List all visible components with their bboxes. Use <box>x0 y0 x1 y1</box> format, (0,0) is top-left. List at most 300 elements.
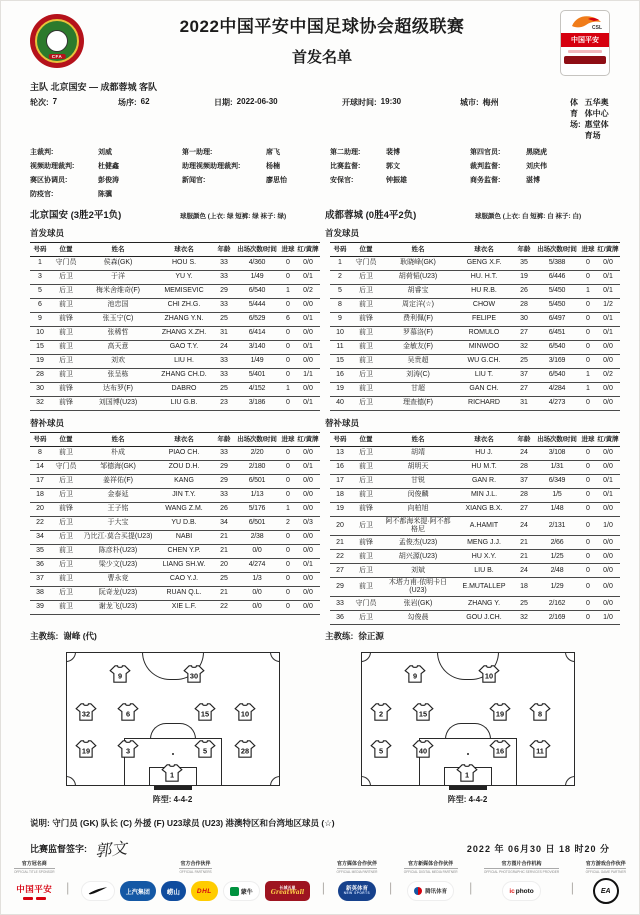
subs-section-labels <box>0 411 640 431</box>
column-header: 年龄 <box>517 245 531 253</box>
table-cell: HU R.B. <box>471 287 497 295</box>
official-role-label: 第一助理: <box>182 149 213 156</box>
table-cell: 后卫 <box>359 566 373 574</box>
table-cell: 0/0 <box>603 463 613 471</box>
table-cell: 17 <box>336 477 344 485</box>
table-cell: 0/0 <box>303 533 313 541</box>
table-cell: 18 <box>336 491 344 499</box>
table-row <box>330 285 620 299</box>
icphoto-logo <box>502 881 540 901</box>
table-row <box>30 299 320 313</box>
table-cell: 38 <box>36 589 44 597</box>
table-cell: 21 <box>520 552 528 560</box>
column-header: 进球 <box>581 245 595 253</box>
table-cell: 36 <box>336 613 344 621</box>
away-formation <box>325 652 610 805</box>
table-cell: 1/0 <box>603 522 613 530</box>
table-header-row <box>330 242 620 257</box>
official-role-label: 赛区协调员: <box>30 177 68 184</box>
table-cell: 5/450 <box>548 301 566 309</box>
official-role-label: 助理视频助理裁判: <box>182 163 241 170</box>
table-cell: 21 <box>336 538 344 546</box>
table-row <box>30 341 320 355</box>
table-cell: 2 <box>338 273 342 281</box>
table-cell: 0/0 <box>603 583 613 591</box>
table-cell: MENG J.J. <box>467 538 501 546</box>
table-cell: 6/497 <box>548 315 566 323</box>
table-row <box>30 369 320 383</box>
table-cell: 0/0 <box>603 385 613 393</box>
away-subs-label: 替补球员 <box>325 418 360 428</box>
table-cell: 前锋 <box>359 505 373 513</box>
table-cell: 陈彦朴(U23) <box>98 547 138 555</box>
table-cell: 34 <box>36 533 44 541</box>
table-cell: 0 <box>286 603 290 611</box>
table-cell: 34 <box>220 519 228 527</box>
table-cell: 1/0 <box>603 613 613 621</box>
table-row <box>330 517 620 536</box>
svg-text:40: 40 <box>419 746 428 756</box>
table-cell: ZHANG Y. <box>467 599 501 607</box>
official-name: 郭文 <box>386 163 400 170</box>
column-header: 出场次数/时间 <box>537 435 577 443</box>
sponsor-divider: | <box>570 880 575 895</box>
table-cell: CAO Y.J. <box>169 575 199 583</box>
table-cell: 0/0 <box>303 329 313 337</box>
table-cell: E.MUTALLEP <box>462 583 506 591</box>
svg-text:10: 10 <box>485 671 494 681</box>
table-row <box>330 503 620 517</box>
table-cell: 朴成 <box>111 449 125 457</box>
table-cell: 0 <box>286 301 290 309</box>
table-cell: 0 <box>586 477 590 485</box>
table-cell: 后卫 <box>59 491 73 499</box>
info-label: 体育场: <box>570 98 581 129</box>
svg-text:9: 9 <box>117 671 122 681</box>
table-cell: 27 <box>520 385 528 393</box>
table-cell: 后卫 <box>59 273 73 281</box>
column-header: 号码 <box>333 435 347 443</box>
table-cell: 0/0 <box>252 603 262 611</box>
csl-flame-icon <box>561 11 609 33</box>
table-cell: 守门员 <box>55 259 77 267</box>
table-cell: 0/0 <box>603 566 613 574</box>
table-cell: 5 <box>338 287 342 295</box>
table-cell: 前卫 <box>359 357 373 365</box>
table-cell: 后卫 <box>359 477 373 485</box>
table-row <box>330 447 620 461</box>
away-pitch-diagram <box>361 652 575 786</box>
jersey-icon <box>370 703 392 721</box>
jersey-icon <box>529 703 551 721</box>
table-cell: 1/31 <box>550 463 564 471</box>
table-cell: CHI ZH.G. <box>167 301 201 309</box>
official-name: 刘庆伟 <box>526 163 547 170</box>
away-coach <box>325 630 610 642</box>
table-cell: 33 <box>336 599 344 607</box>
sponsor-category-sublabel: OFFICIAL PHOTOGRAPHIC SERVICES PROVIDER <box>483 870 560 874</box>
table-cell: 守门员 <box>355 259 377 267</box>
column-header: 年龄 <box>517 435 531 443</box>
sponsor-category-sublabel: OFFICIAL GAME PARTNER <box>585 870 626 874</box>
table-cell: 0 <box>286 329 290 337</box>
matchup-line: 主队 北京国安 — 成都蓉城 客队 <box>30 82 158 92</box>
mengniu-logo-text: 蒙牛 <box>240 889 253 896</box>
table-cell: 后卫 <box>59 519 73 527</box>
table-cell: 0/1 <box>603 477 613 485</box>
jersey-icon <box>75 703 97 721</box>
football-icon <box>46 30 68 52</box>
official-role-label: 安保官: <box>330 177 354 184</box>
table-cell: 27 <box>336 566 344 574</box>
table-cell: 前卫 <box>59 547 73 555</box>
table-cell: 18 <box>520 583 528 591</box>
table-cell: 前锋 <box>359 538 373 546</box>
svg-text:1: 1 <box>169 770 174 780</box>
jersey-icon <box>412 703 434 721</box>
column-header: 红/黄牌 <box>597 245 619 253</box>
table-cell: 39 <box>36 603 44 611</box>
table-cell: 前锋 <box>359 315 373 323</box>
table-cell: 前卫 <box>359 583 373 591</box>
table-cell: 6/540 <box>548 371 566 379</box>
table-cell: 6 <box>38 301 42 309</box>
table-cell: 1 <box>338 259 342 267</box>
table-cell: 0/0 <box>603 599 613 607</box>
table-row <box>30 545 320 559</box>
corner-arc <box>66 652 76 662</box>
official-role-label: 新闻官: <box>182 177 206 184</box>
official-role-label: 裁判监督: <box>470 163 501 170</box>
table-row <box>30 397 320 411</box>
table-cell: 0 <box>586 315 590 323</box>
table-cell: 0/2 <box>603 371 613 379</box>
table-cell: 0 <box>286 463 290 471</box>
table-cell: 高天意 <box>107 343 129 351</box>
jersey-icon <box>194 703 216 721</box>
table-cell: 0/0 <box>303 357 313 365</box>
info-item <box>118 97 214 141</box>
table-cell: 0 <box>586 343 590 351</box>
svg-text:28: 28 <box>240 746 250 756</box>
table-cell: 13 <box>336 449 344 457</box>
table-cell: 0/0 <box>252 547 262 555</box>
official-name: 杜健鑫 <box>98 163 119 170</box>
pingan-logo-sub <box>23 897 46 900</box>
table-cell: 后卫 <box>59 357 73 365</box>
table-cell: 0 <box>586 613 590 621</box>
info-value: 62 <box>140 97 150 106</box>
column-header: 位置 <box>359 245 373 253</box>
sponsor-divider: | <box>321 880 326 895</box>
corner-arc <box>361 776 371 786</box>
official-role-label: 第四官员: <box>470 149 501 156</box>
table-cell: 20 <box>336 522 344 530</box>
official-role-label: 防疫官: <box>30 191 54 198</box>
table-row <box>330 313 620 327</box>
jersey-icon <box>404 665 426 683</box>
mengniu-logo <box>223 881 260 901</box>
official-role-label: 主裁判: <box>30 149 54 156</box>
svg-text:19: 19 <box>81 746 91 756</box>
table-cell: 前卫 <box>59 449 73 457</box>
table-cell: 0 <box>286 371 290 379</box>
table-cell: 4/273 <box>548 399 566 407</box>
table-cell: FELIPE <box>471 315 497 323</box>
table-cell: 3/140 <box>248 343 266 351</box>
table-cell: 8 <box>38 449 42 457</box>
table-cell: 4/274 <box>248 561 266 569</box>
table-cell: 0 <box>286 343 290 351</box>
table-cell: 14 <box>36 463 44 471</box>
table-cell: 6/501 <box>248 519 266 527</box>
table-cell: 0 <box>286 561 290 569</box>
table-cell: 29 <box>220 477 228 485</box>
table-cell: 后卫 <box>59 533 73 541</box>
table-row <box>30 503 320 517</box>
table-cell: 15 <box>36 343 44 351</box>
svg-text:32: 32 <box>81 709 91 719</box>
table-cell: 0 <box>586 566 590 574</box>
table-cell: HU J. <box>475 449 493 457</box>
table-row <box>30 447 320 461</box>
table-cell: 0/0 <box>252 589 262 597</box>
away-subs-table <box>330 432 620 625</box>
table-cell: 2/38 <box>250 533 264 541</box>
table-cell: 1/1 <box>303 371 313 379</box>
title-block <box>84 10 560 67</box>
official-name: 黑晓虎 <box>526 149 547 156</box>
corner-arc <box>565 776 575 786</box>
home-starters-table <box>30 242 320 411</box>
table-row <box>30 257 320 271</box>
svg-text:8: 8 <box>537 709 543 719</box>
signature-row <box>0 829 640 860</box>
jersey-icon <box>412 740 434 758</box>
table-row <box>330 355 620 369</box>
table-cell: 5/388 <box>548 259 566 267</box>
table-row <box>30 573 320 587</box>
info-item <box>570 97 610 141</box>
table-cell: NABI <box>175 533 193 541</box>
table-cell: 1 <box>586 385 590 393</box>
table-row <box>30 285 320 299</box>
table-cell: LIU B. <box>474 566 494 574</box>
table-cell: 15 <box>336 357 344 365</box>
table-cell: JIN T.Y. <box>172 491 196 499</box>
table-cell: 31 <box>220 329 228 337</box>
table-row <box>330 578 620 597</box>
table-cell: 0/3 <box>303 519 313 527</box>
column-header: 姓名 <box>111 245 125 253</box>
table-cell: 35 <box>520 259 528 267</box>
table-cell: 刘欢 <box>111 357 125 365</box>
table-cell: 26 <box>220 505 228 513</box>
tencent-mark-icon <box>414 887 422 895</box>
table-cell: LIU T. <box>474 371 494 379</box>
table-cell: WU G.CH. <box>467 357 501 365</box>
table-cell: 1 <box>286 505 290 513</box>
table-cell: 35 <box>36 547 44 555</box>
table-cell: 0 <box>586 301 590 309</box>
table-cell: 25 <box>220 385 228 393</box>
csl-badge-brand: 中国平安 <box>561 33 609 47</box>
table-cell: 1/49 <box>250 273 264 281</box>
official-name: 刘威 <box>98 149 112 156</box>
svg-text:16: 16 <box>495 746 504 756</box>
table-cell: MIN J.L. <box>470 491 498 499</box>
sponsor-category-label: 官方游戏合作伙伴 <box>585 861 626 867</box>
pingan-logo-text: 中国平安 <box>16 883 53 894</box>
table-cell: 0/0 <box>303 505 313 513</box>
sponsor-category-label: 官方图片合作机构 <box>501 861 542 867</box>
corner-arc <box>361 652 371 662</box>
table-cell: 10 <box>336 329 344 337</box>
sponsor-category-label: 官方媒体合作伙伴 <box>336 861 377 867</box>
info-value: 五华奥体中心惠堂体育场 <box>584 98 609 140</box>
tencent-sports-logo <box>407 881 454 901</box>
table-cell: 27 <box>520 329 528 337</box>
table-cell: 6/501 <box>248 477 266 485</box>
table-cell: 1 <box>38 259 42 267</box>
official-item <box>470 147 610 157</box>
jersey-icon <box>370 740 392 758</box>
table-cell: 0/1 <box>603 287 613 295</box>
jersey-icon <box>489 740 511 758</box>
table-cell: 0/1 <box>303 315 313 323</box>
table-cell: 40 <box>336 399 344 407</box>
jersey-icon <box>75 740 97 758</box>
table-row <box>330 536 620 550</box>
table-cell: KANG <box>174 477 194 485</box>
table-cell: 乃比江·莫合买提(U23) <box>83 533 153 541</box>
svg-text:11: 11 <box>536 746 544 756</box>
table-cell: 闵俊麟 <box>407 491 429 499</box>
sponsor-category-sublabel: OFFICIAL TITLE SPONSOR <box>14 870 55 874</box>
table-cell: 守门员 <box>55 463 77 471</box>
table-header-row <box>330 432 620 447</box>
starters-section-labels <box>0 221 640 241</box>
jersey-icon <box>234 703 256 721</box>
table-cell: 1/3 <box>252 575 262 583</box>
official-item <box>30 189 182 199</box>
info-label: 场序: <box>118 98 137 107</box>
table-row <box>30 355 320 369</box>
table-cell: 勾俊晨 <box>407 613 429 621</box>
table-cell: 9 <box>338 315 342 323</box>
table-cell: XIANG B.X. <box>465 505 503 513</box>
official-name: 陈骥 <box>98 191 112 198</box>
sponsor-group-game <box>586 860 626 903</box>
table-cell: 0/0 <box>603 357 613 365</box>
newsports-logo-text: 新英体育 <box>345 886 368 893</box>
table-cell: 20 <box>220 561 228 569</box>
table-cell: 21 <box>220 589 228 597</box>
official-role-label: 视频助理裁判: <box>30 163 75 170</box>
table-cell: 后卫 <box>359 273 373 281</box>
info-label: 城市: <box>460 98 479 107</box>
table-cell: 6/540 <box>248 287 266 295</box>
table-row <box>330 383 620 397</box>
table-cell: 后卫 <box>359 399 373 407</box>
table-cell: 1/5 <box>552 491 562 499</box>
table-cell: 25 <box>520 599 528 607</box>
column-header: 位置 <box>59 245 73 253</box>
table-cell: 0 <box>286 399 290 407</box>
table-row <box>330 564 620 578</box>
table-cell: 0 <box>586 538 590 546</box>
table-cell: 向柏旭 <box>407 505 429 513</box>
svg-text:10: 10 <box>240 709 250 719</box>
home-team-name: 北京国安 (3胜2平1负) <box>30 210 122 221</box>
table-cell: 后卫 <box>59 477 73 485</box>
cfa-league-badge-icon <box>30 14 84 68</box>
table-cell: GAO T.Y. <box>169 343 199 351</box>
table-cell: 0/2 <box>303 287 313 295</box>
table-cell: 1 <box>586 287 590 295</box>
table-cell: 6/540 <box>548 343 566 351</box>
table-cell: 0 <box>286 533 290 541</box>
sponsor-group-title <box>14 860 55 903</box>
table-cell: 3/169 <box>548 357 566 365</box>
column-header: 红/黄牌 <box>297 435 319 443</box>
table-row <box>30 489 320 503</box>
table-row <box>30 559 320 573</box>
csl-pingan-badge-icon <box>560 10 610 76</box>
info-item <box>30 97 118 141</box>
cfa-badge-label: CFA <box>49 54 66 59</box>
table-cell: 0/1 <box>603 329 613 337</box>
header <box>0 0 640 76</box>
sponsor-category-label: 官方冠名商 <box>21 861 47 867</box>
table-cell: 姜祥佑(F) <box>103 477 133 485</box>
starters-tables <box>0 241 640 411</box>
table-cell: 25 <box>220 315 228 323</box>
home-subs-label: 替补球员 <box>30 418 65 428</box>
table-cell: 32 <box>520 613 528 621</box>
officials-column <box>470 147 610 199</box>
column-header: 号码 <box>33 435 47 443</box>
table-cell: 前卫 <box>59 301 73 309</box>
table-cell: 0/0 <box>303 449 313 457</box>
table-cell: 5/444 <box>248 301 266 309</box>
info-value: 2022-06-30 <box>236 97 278 106</box>
page-title: 2022中国平安中国足球协会超级联赛 <box>179 17 465 36</box>
svg-text:5: 5 <box>378 746 384 756</box>
table-cell: 33 <box>220 449 228 457</box>
home-kit-colors: 球服颜色 (上衣: 绿 短裤: 绿 袜子: 绿) <box>180 213 287 220</box>
table-header-row <box>30 432 320 447</box>
table-cell: 1/29 <box>550 583 564 591</box>
newsports-logo-sub: NEW SPORTS <box>343 891 371 896</box>
table-cell: 罗慕洛(F) <box>403 329 433 337</box>
svg-text:9: 9 <box>412 671 417 681</box>
table-cell: 前锋 <box>59 385 73 393</box>
table-cell: 21 <box>220 533 228 541</box>
official-name: 彭俊涛 <box>98 177 119 184</box>
officials-block <box>0 141 640 199</box>
table-cell: 6/529 <box>248 315 266 323</box>
svg-text:5: 5 <box>202 746 207 756</box>
table-cell: 0/0 <box>303 385 313 393</box>
table-cell: 费利佩(F) <box>403 315 433 323</box>
table-cell: 19 <box>336 505 344 513</box>
table-cell: ZHANG Y.N. <box>164 315 204 323</box>
table-cell: 梁少文(U23) <box>98 561 138 569</box>
table-cell: 33 <box>220 301 228 309</box>
table-cell: 0 <box>286 491 290 499</box>
sponsor-group-digital <box>404 860 458 903</box>
